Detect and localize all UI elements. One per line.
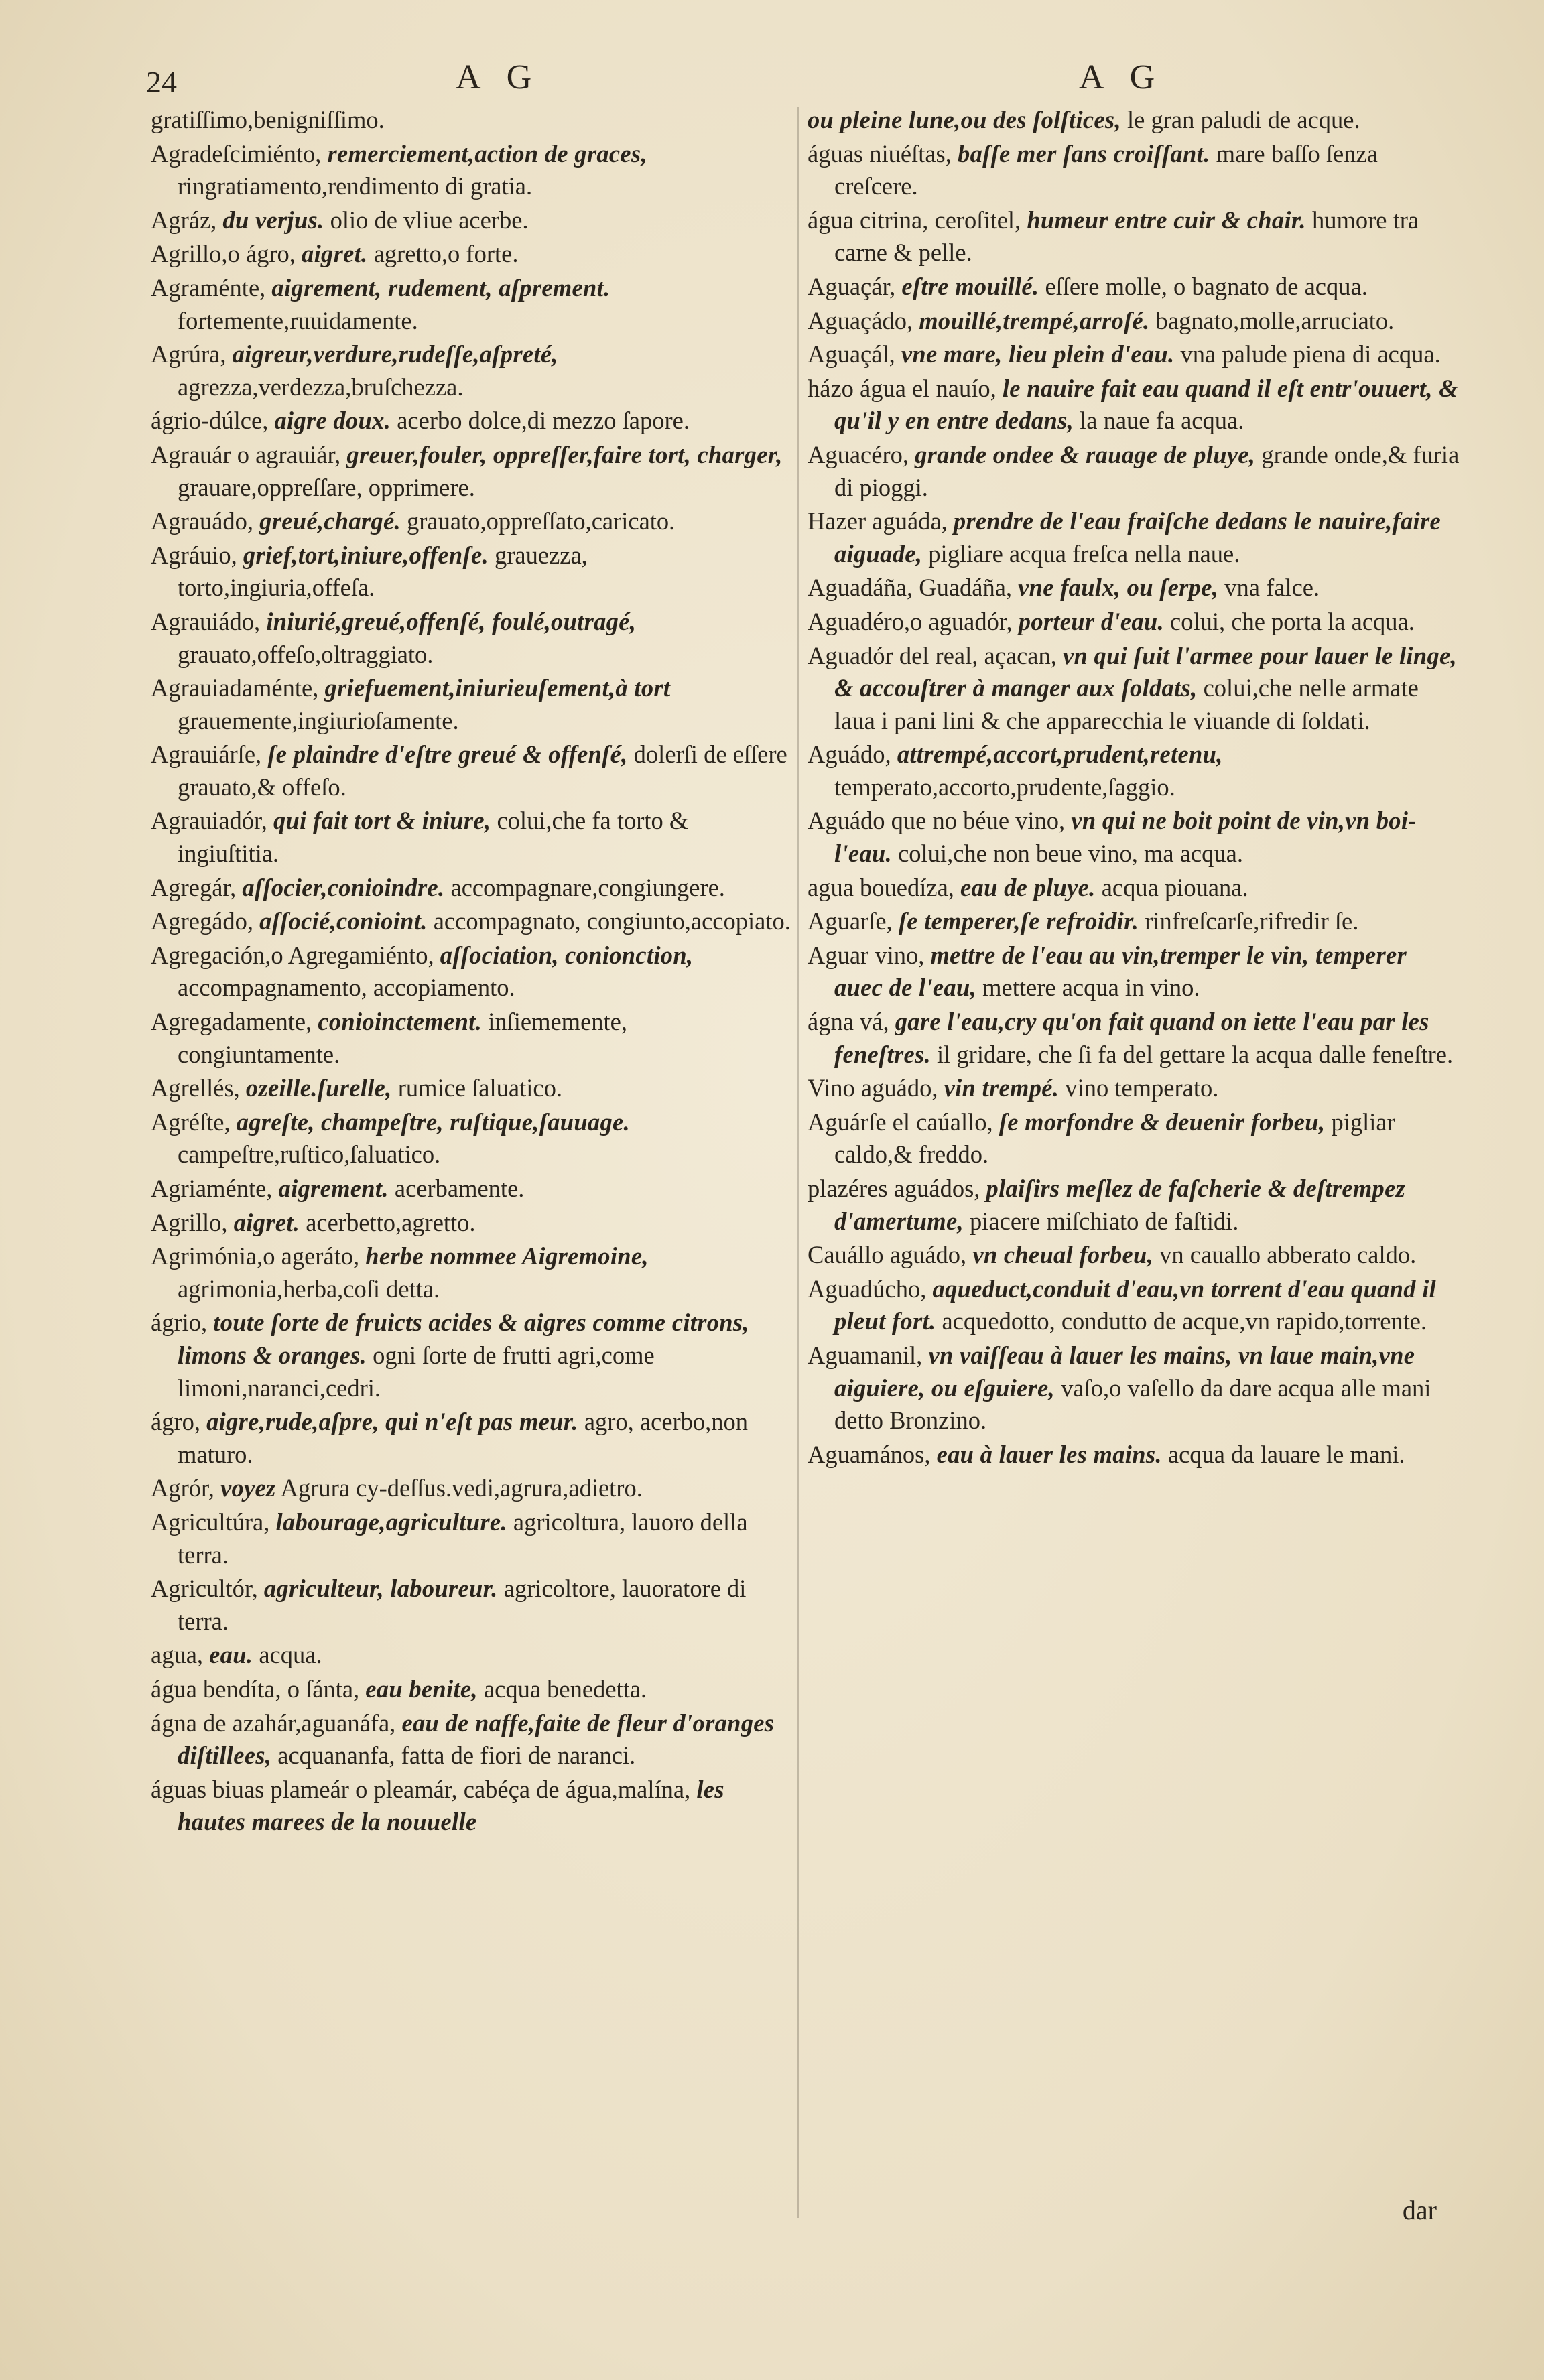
headword: Agrauiadór, — [151, 807, 267, 835]
french-gloss: les hautes marees de la nouuelle — [178, 1775, 724, 1836]
french-gloss: vn qui ne boit point de vin,vn boi-l'eau. — [834, 807, 1417, 868]
dictionary-entry — [808, 872, 1461, 905]
dictionary-entry — [808, 1006, 1461, 1071]
french-gloss: vn vaiſſeau à lauer les mains, vn laue main,vne aiguiere, ou eſguiere, — [834, 1341, 1415, 1402]
dictionary-entry — [151, 104, 791, 137]
french-gloss: ſe morfondre & deuenir forbeu, — [999, 1108, 1326, 1136]
french-gloss: grande ondee & rauage de pluye, — [915, 440, 1256, 468]
french-gloss: vn qui ſuit l'armee pour lauer le linge, & accouſtrer à manger aux ſoldats, — [834, 641, 1457, 702]
headword: Aguamanil, — [808, 1341, 923, 1369]
headword: Agrauádo, — [151, 507, 254, 535]
french-gloss: ſe plaindre d'eſtre greué & offenſé, — [267, 740, 628, 769]
headword: ágrio-dúlce, — [151, 407, 269, 435]
french-gloss: du verjus. — [222, 206, 324, 234]
italian-gloss: vna palude piena di acqua. — [1180, 340, 1441, 369]
headword: Agrillo, — [151, 1208, 228, 1236]
french-gloss: plaiſirs meſlez de faſcherie & deſtrempez d'amertume, — [834, 1175, 1406, 1235]
dictionary-entry — [808, 1273, 1461, 1338]
french-gloss: vne faulx, ou ſerpe, — [1018, 574, 1219, 602]
headword: ágro, — [151, 1408, 200, 1436]
dictionary-entry — [151, 1307, 791, 1404]
dictionary-entry — [151, 1506, 791, 1571]
headword: Hazer aguáda, — [808, 507, 948, 535]
french-gloss: mettre de l'eau au vin,tremper le vin, temperer auec de l'eau, — [834, 941, 1407, 1002]
headword: Agrimónia,o ageráto, — [151, 1242, 360, 1270]
dictionary-entry — [808, 138, 1461, 203]
french-gloss: aſſociation, conionction, — [440, 941, 694, 969]
headword: Agregár, — [151, 873, 237, 901]
headword: Agriaménte, — [151, 1175, 273, 1202]
headword: Aguadáña, Guadáña, — [808, 574, 1013, 602]
italian-gloss: grauezza, torto,ingiuria,offeſa. — [178, 541, 588, 602]
italian-gloss: la naue fa acqua. — [1080, 407, 1244, 435]
headword: Agréſte, — [151, 1108, 231, 1136]
french-gloss: agreſte, champeſtre, ruſtique,ſauuage. — [236, 1108, 630, 1136]
dictionary-entry — [151, 1106, 791, 1171]
dictionary-entry — [808, 271, 1461, 304]
headword: ágrio, — [151, 1309, 208, 1337]
dictionary-entry — [151, 539, 791, 604]
dictionary-entry — [151, 439, 791, 504]
headword: Agrellés, — [151, 1074, 240, 1102]
italian-gloss: olio de vliue acerbe. — [330, 206, 529, 234]
dictionary-entry — [808, 905, 1461, 938]
french-gloss: aigrement. — [278, 1175, 389, 1202]
french-gloss: eau de naffe,faite de fleur d'oranges diſtillees, — [178, 1709, 775, 1770]
dictionary-entry — [151, 805, 791, 870]
headword: Agricultór, — [151, 1575, 258, 1603]
italian-gloss: colui,che fa torto & ingiuſtitia. — [178, 807, 689, 868]
french-gloss: agriculteur, laboureur. — [263, 1575, 498, 1603]
french-gloss: ſe temperer,ſe refroidir. — [898, 907, 1139, 935]
dictionary-entry — [808, 1106, 1461, 1171]
italian-gloss: accompagnato, congiunto,accopiato. — [433, 907, 791, 935]
dictionary-entry — [808, 805, 1461, 870]
headword: Aguaçál, — [808, 340, 895, 369]
headword: águas biuas plameár o pleamár, cabéça de água,malína, — [151, 1775, 691, 1803]
headword: Agricultúra, — [151, 1508, 270, 1536]
left-column — [151, 104, 791, 1840]
italian-gloss: gratiſſimo,benigniſſimo. — [151, 106, 385, 133]
french-gloss: greuer,fouler, oppreſſer,faire tort, charger, — [346, 440, 783, 468]
dictionary-entry — [151, 138, 791, 203]
french-gloss: mouillé,trempé,arroſé. — [919, 306, 1150, 334]
italian-gloss: rinfreſcarſe,rifredir ſe. — [1145, 907, 1359, 935]
french-gloss: aigre doux. — [274, 407, 391, 435]
french-gloss: conioinctement. — [318, 1008, 482, 1036]
french-gloss: herbe nommee Aigremoine, — [365, 1242, 649, 1270]
french-gloss: prendre de l'eau fraiſche dedans le nauire,faire aiguade, — [834, 507, 1441, 568]
italian-gloss: Agrura cy-deſſus.vedi,agrura,adietro. — [280, 1474, 643, 1502]
dictionary-entry — [151, 238, 791, 271]
catchword: dar — [1402, 2195, 1437, 2225]
french-gloss: remerciement,action de graces, — [327, 139, 647, 168]
headword: Agregadamente, — [151, 1008, 312, 1036]
italian-gloss: acqua piouana. — [1101, 873, 1248, 901]
headword: agua, — [151, 1641, 204, 1669]
italian-gloss: mare baſſo ſenza creſcere. — [834, 139, 1378, 200]
french-gloss: grief,tort,iniure,offenſe. — [243, 541, 489, 569]
french-gloss: vn cheual forbeu, — [972, 1241, 1154, 1269]
dictionary-entry — [808, 1339, 1461, 1437]
french-gloss: aſſocié,conioint. — [259, 907, 428, 935]
italian-gloss: fortemente,ruuidamente. — [178, 306, 418, 334]
italian-gloss: piacere miſchiato de faſtidi. — [970, 1207, 1239, 1235]
italian-gloss: grauare,oppreſſare, opprimere. — [178, 473, 475, 501]
headword: Agrauár o agrauiár, — [151, 440, 341, 468]
italian-gloss: grande onde,& furia di pioggi. — [834, 440, 1460, 501]
french-gloss: aigret. — [233, 1208, 300, 1236]
headword: Aguadór del real, açacan, — [808, 641, 1057, 669]
french-gloss: greué,chargé. — [259, 507, 401, 535]
italian-gloss: acerbetto,agretto. — [306, 1208, 476, 1236]
french-gloss: qui fait tort & iniure, — [273, 807, 491, 835]
headword: Agrillo,o ágro, — [151, 240, 296, 268]
italian-gloss: le gran paludi de acque. — [1127, 106, 1360, 133]
italian-gloss: colui,che nelle armate laua i pani lini & che apparecchia le viuande di ſoldati. — [834, 674, 1419, 734]
headword: Aguamános, — [808, 1440, 931, 1468]
headword: Aguaçádo, — [808, 306, 913, 334]
headword: Vino aguádo, — [808, 1074, 938, 1102]
headword: Aguacéro, — [808, 440, 909, 468]
headword: Agrauiadaménte, — [151, 674, 319, 702]
french-gloss: labourage,agriculture. — [275, 1508, 507, 1536]
italian-gloss: ogni ſorte de frutti agri,come limoni,naranci,cedri. — [178, 1341, 655, 1402]
headword: Aguar vino, — [808, 941, 925, 969]
dictionary-entry — [808, 373, 1461, 438]
italian-gloss: acquedotto, condutto de acque,vn rapido,torrente. — [942, 1307, 1427, 1335]
italian-gloss: bagnato,molle,arruciato. — [1155, 306, 1395, 334]
headword: Agrauiádo, — [151, 607, 261, 635]
dictionary-entry — [151, 505, 791, 538]
headword: água citrina, ceroſitel, — [808, 206, 1021, 234]
dictionary-entry — [151, 1006, 791, 1071]
dictionary-entry — [808, 338, 1461, 371]
french-gloss: humeur entre cuir & chair. — [1027, 206, 1306, 234]
headword: Agrór, — [151, 1474, 214, 1502]
french-gloss: aigre,rude,aſpre, qui n'eſt pas meur. — [206, 1408, 578, 1436]
headword: água bendíta, o ſánta, — [151, 1674, 360, 1703]
italian-gloss: ringratiamento,rendimento di gratia. — [178, 172, 533, 200]
italian-gloss: vna falce. — [1224, 574, 1320, 602]
italian-gloss: colui, che porta la acqua. — [1170, 607, 1415, 635]
french-gloss: aigreur,verdure,rudeſſe,aſpreté, — [232, 340, 558, 369]
dictionary-entry — [808, 939, 1461, 1004]
french-gloss: eau de pluye. — [960, 873, 1096, 901]
page-number: 24 — [146, 65, 177, 99]
dictionary-entry — [808, 204, 1461, 269]
italian-gloss: acqua da lauare le mani. — [1167, 1440, 1405, 1468]
dictionary-entry — [808, 572, 1461, 604]
french-gloss: aſſocier,conioindre. — [242, 873, 445, 901]
italian-gloss: agricoltore, lauoratore di terra. — [178, 1575, 747, 1635]
dictionary-entry — [151, 872, 791, 905]
dictionary-entry — [151, 1240, 791, 1305]
headword: Aguárſe el caúallo, — [808, 1108, 993, 1136]
headword: Aguarſe, — [808, 907, 893, 935]
italian-gloss: dolerſi de eſſere grauato,& offeſo. — [178, 740, 787, 801]
italian-gloss: accompagnare,congiungere. — [450, 873, 725, 901]
french-gloss: iniurié,greué,offenſé, foulé,outragé, — [266, 607, 637, 635]
dictionary-entry — [151, 1707, 791, 1772]
french-gloss: griefuement,iniurieuſement,à tort — [324, 674, 671, 702]
headword: Agregádo, — [151, 907, 254, 935]
headword: agua bouedíza, — [808, 873, 954, 901]
italian-gloss: accompagnamento, accopiamento. — [178, 974, 515, 1002]
italian-gloss: vino temperato. — [1065, 1074, 1219, 1102]
headword: ágna vá, — [808, 1008, 889, 1036]
italian-gloss: il gridare, che ſi fa del gettare la acqua dalle feneſtre. — [937, 1040, 1454, 1068]
dictionary-entry — [808, 1239, 1461, 1272]
french-gloss: aqueduct,conduit d'eau,vn torrent d'eau quand il pleut fort. — [834, 1274, 1437, 1335]
italian-gloss: humore tra carne & pelle. — [834, 206, 1419, 267]
dictionary-entry — [808, 1072, 1461, 1105]
headword: ágna de azahár,aguanáfa, — [151, 1709, 396, 1737]
french-gloss: toute ſorte de fruicts acides & aigres comme citrons, limons & oranges. — [178, 1309, 749, 1369]
italian-gloss: acerbo dolce,di mezzo ſapore. — [397, 407, 690, 435]
italian-gloss: vaſo,o vaſello da dare acqua alle mani detto Bronzino. — [834, 1374, 1431, 1435]
french-gloss: eau. — [209, 1641, 253, 1669]
dictionary-entry — [808, 1173, 1461, 1238]
french-gloss: eau à lauer les mains. — [936, 1440, 1162, 1468]
dictionary-entry — [808, 305, 1461, 338]
dictionary-entry — [151, 905, 791, 938]
headword: Agraménte, — [151, 273, 266, 302]
dictionary-entry — [151, 939, 791, 1004]
italian-gloss: acqua benedetta. — [483, 1674, 647, 1703]
italian-gloss: inſiememente, congiuntamente. — [178, 1008, 627, 1068]
dictionary-entry — [808, 505, 1461, 570]
italian-gloss: vn cauallo abberato caldo. — [1159, 1241, 1417, 1269]
headword: Aguádo, — [808, 740, 891, 769]
headword: águas niuéſtas, — [808, 139, 952, 168]
dictionary-entry — [808, 738, 1461, 803]
dictionary-entry — [151, 1673, 791, 1706]
dictionary-entry — [808, 439, 1461, 504]
dictionary-entry — [808, 640, 1461, 738]
dictionary-entry — [151, 1173, 791, 1205]
italian-gloss: temperato,accorto,prudente,ſaggio. — [834, 773, 1175, 801]
page-header — [141, 52, 1401, 99]
french-gloss: vin trempé. — [944, 1074, 1059, 1102]
french-gloss: attrempé,accort,prudent,retenu, — [897, 740, 1223, 769]
dictionary-entry — [808, 606, 1461, 639]
italian-gloss: pigliar caldo,& freddo. — [834, 1108, 1395, 1169]
italian-gloss: agrezza,verdezza,bruſchezza. — [178, 373, 464, 401]
italian-gloss: agrimonia,herba,coſi detta. — [178, 1274, 440, 1303]
dictionary-entry — [151, 405, 791, 438]
french-gloss: voyez — [220, 1474, 276, 1502]
italian-gloss: acqua. — [259, 1641, 322, 1669]
french-gloss: baſſe mer ſans croiſſant. — [958, 139, 1210, 168]
italian-gloss: acerbamente. — [394, 1175, 525, 1202]
headword: Agrúra, — [151, 340, 227, 369]
italian-gloss: agro, acerbo,non maturo. — [178, 1408, 749, 1468]
headword: Aguaçár, — [808, 272, 896, 300]
column-divider — [797, 107, 799, 2218]
italian-gloss: campeſtre,ruſtico,ſaluatico. — [178, 1140, 441, 1169]
italian-gloss: colui,che non beue vino, ma acqua. — [898, 840, 1243, 868]
headword: plazéres aguádos, — [808, 1175, 980, 1202]
dictionary-entry — [151, 1639, 791, 1672]
headword: Agráz, — [151, 206, 217, 234]
italian-gloss: agretto,o forte. — [373, 240, 519, 268]
italian-gloss: eſſere molle, o bagnato de acqua. — [1045, 272, 1368, 300]
french-gloss: eau benite, — [365, 1674, 478, 1703]
dictionary-entry — [151, 204, 791, 237]
french-gloss: aigrement, rudement, aſprement. — [271, 273, 610, 302]
running-head-left: A G — [456, 58, 541, 96]
italian-gloss: grauemente,ingiurioſamente. — [178, 706, 459, 734]
dictionary-entry — [151, 738, 791, 803]
italian-gloss: pigliare acqua freſca nella naue. — [928, 539, 1240, 568]
running-head-right: A G — [1079, 58, 1165, 96]
headword: Agradeſcimiénto, — [151, 139, 322, 168]
dictionary-entry — [151, 1774, 791, 1839]
french-gloss: ou pleine lune,ou des ſolſtices, — [808, 106, 1121, 133]
dictionary-entry — [151, 272, 791, 337]
dictionary-entry — [808, 1439, 1461, 1471]
headword: Aguadúcho, — [808, 1274, 927, 1303]
dictionary-entry — [151, 1573, 791, 1638]
headword: házo água el nauío, — [808, 374, 996, 402]
dictionary-entry — [151, 1472, 791, 1505]
headword: Aguadéro,o aguadór, — [808, 607, 1013, 635]
headword: Aguádo que no béue vino, — [808, 807, 1066, 835]
right-column — [808, 104, 1461, 1472]
dictionary-entry — [151, 338, 791, 403]
italian-gloss: acquananfa, fatta de fiori de naranci. — [277, 1741, 636, 1770]
french-gloss: le nauire fait eau quand il eſt entr'ouuert, & qu'il y en entre dedans, — [834, 374, 1458, 435]
dictionary-entry — [808, 104, 1461, 137]
headword: Agráuio, — [151, 541, 237, 569]
french-gloss: vne mare, lieu plein d'eau. — [901, 340, 1175, 369]
dictionary-entry — [151, 1406, 791, 1471]
headword: Cauállo aguádo, — [808, 1241, 967, 1269]
dictionary-entry — [151, 606, 791, 671]
italian-gloss: rumice ſaluatico. — [397, 1074, 562, 1102]
french-gloss: gare l'eau,cry qu'on fait quand on iette l'eau par les feneſtres. — [834, 1008, 1429, 1068]
italian-gloss: agricoltura, lauoro della terra. — [178, 1508, 748, 1569]
french-gloss: ozeille.ſurelle, — [245, 1074, 392, 1102]
french-gloss: porteur d'eau. — [1018, 607, 1164, 635]
italian-gloss: mettere acqua in vino. — [982, 974, 1200, 1002]
french-gloss: eſtre mouillé. — [901, 272, 1039, 300]
dictionary-entry — [151, 1072, 791, 1105]
headword: Agrauiárſe, — [151, 740, 262, 769]
french-gloss: aigret. — [302, 240, 368, 268]
italian-gloss: grauato,oppreſſato,caricato. — [407, 507, 676, 535]
dictionary-entry — [151, 1207, 791, 1240]
italian-gloss: grauato,offeſo,oltraggiato. — [178, 640, 434, 668]
dictionary-entry — [151, 672, 791, 737]
headword: Agregación,o Agregamiénto, — [151, 941, 434, 969]
